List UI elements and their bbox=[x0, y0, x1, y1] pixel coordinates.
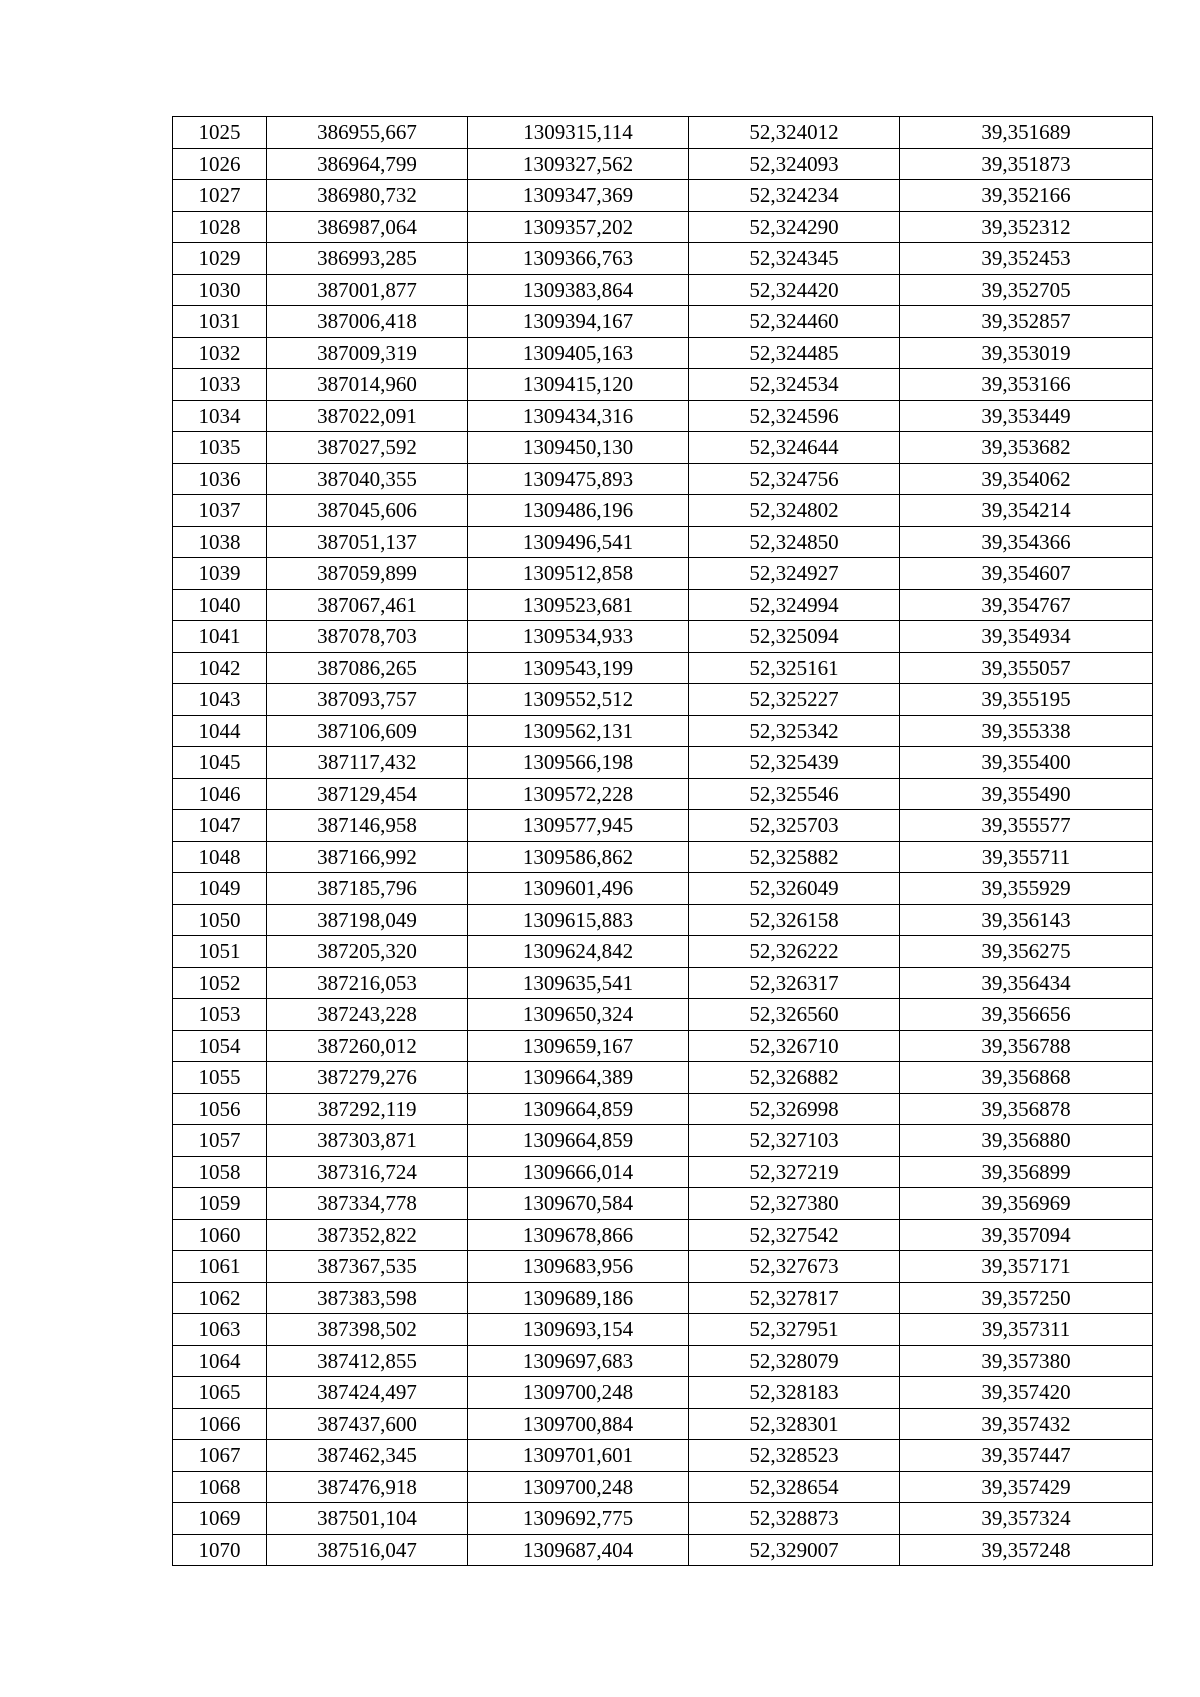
x-coordinate-cell: 386964,799 bbox=[267, 148, 468, 180]
latitude-cell: 52,324994 bbox=[689, 589, 900, 621]
table-row bbox=[173, 1408, 1153, 1440]
x-coordinate-cell: 387279,276 bbox=[267, 1062, 468, 1094]
y-coordinate-cell: 1309534,933 bbox=[468, 621, 689, 653]
x-coordinate-cell: 387009,319 bbox=[267, 337, 468, 369]
longitude-cell: 39,356143 bbox=[900, 904, 1153, 936]
table-row bbox=[173, 1314, 1153, 1346]
y-coordinate-cell: 1309327,562 bbox=[468, 148, 689, 180]
y-coordinate-cell: 1309586,862 bbox=[468, 841, 689, 873]
longitude-cell: 39,357094 bbox=[900, 1219, 1153, 1251]
y-coordinate-cell: 1309664,859 bbox=[468, 1125, 689, 1157]
longitude-cell: 39,353166 bbox=[900, 369, 1153, 401]
x-coordinate-cell: 387059,899 bbox=[267, 558, 468, 590]
table-row bbox=[173, 432, 1153, 464]
table-row bbox=[173, 1377, 1153, 1409]
longitude-cell: 39,352166 bbox=[900, 180, 1153, 212]
x-coordinate-cell: 387292,119 bbox=[267, 1093, 468, 1125]
longitude-cell: 39,354062 bbox=[900, 463, 1153, 495]
longitude-cell: 39,357380 bbox=[900, 1345, 1153, 1377]
x-coordinate-cell: 386993,285 bbox=[267, 243, 468, 275]
latitude-cell: 52,325161 bbox=[689, 652, 900, 684]
point-number-cell: 1052 bbox=[173, 967, 267, 999]
y-coordinate-cell: 1309635,541 bbox=[468, 967, 689, 999]
point-number-cell: 1055 bbox=[173, 1062, 267, 1094]
longitude-cell: 39,353682 bbox=[900, 432, 1153, 464]
table-row bbox=[173, 589, 1153, 621]
y-coordinate-cell: 1309357,202 bbox=[468, 211, 689, 243]
point-number-cell: 1059 bbox=[173, 1188, 267, 1220]
x-coordinate-cell: 387437,600 bbox=[267, 1408, 468, 1440]
point-number-cell: 1065 bbox=[173, 1377, 267, 1409]
latitude-cell: 52,328301 bbox=[689, 1408, 900, 1440]
y-coordinate-cell: 1309615,883 bbox=[468, 904, 689, 936]
longitude-cell: 39,356434 bbox=[900, 967, 1153, 999]
latitude-cell: 52,327380 bbox=[689, 1188, 900, 1220]
x-coordinate-cell: 386980,732 bbox=[267, 180, 468, 212]
y-coordinate-cell: 1309601,496 bbox=[468, 873, 689, 905]
longitude-cell: 39,356868 bbox=[900, 1062, 1153, 1094]
latitude-cell: 52,325094 bbox=[689, 621, 900, 653]
point-number-cell: 1027 bbox=[173, 180, 267, 212]
x-coordinate-cell: 387216,053 bbox=[267, 967, 468, 999]
table-row bbox=[173, 967, 1153, 999]
y-coordinate-cell: 1309678,866 bbox=[468, 1219, 689, 1251]
y-coordinate-cell: 1309450,130 bbox=[468, 432, 689, 464]
longitude-cell: 39,357171 bbox=[900, 1251, 1153, 1283]
x-coordinate-cell: 387001,877 bbox=[267, 274, 468, 306]
table-row bbox=[173, 1440, 1153, 1472]
longitude-cell: 39,355195 bbox=[900, 684, 1153, 716]
y-coordinate-cell: 1309523,681 bbox=[468, 589, 689, 621]
longitude-cell: 39,352453 bbox=[900, 243, 1153, 275]
point-number-cell: 1046 bbox=[173, 778, 267, 810]
table-row bbox=[173, 243, 1153, 275]
latitude-cell: 52,326998 bbox=[689, 1093, 900, 1125]
latitude-cell: 52,327817 bbox=[689, 1282, 900, 1314]
y-coordinate-cell: 1309475,893 bbox=[468, 463, 689, 495]
latitude-cell: 52,324644 bbox=[689, 432, 900, 464]
point-number-cell: 1058 bbox=[173, 1156, 267, 1188]
point-number-cell: 1029 bbox=[173, 243, 267, 275]
latitude-cell: 52,328079 bbox=[689, 1345, 900, 1377]
latitude-cell: 52,324850 bbox=[689, 526, 900, 558]
x-coordinate-cell: 387051,137 bbox=[267, 526, 468, 558]
table-row bbox=[173, 463, 1153, 495]
point-number-cell: 1031 bbox=[173, 306, 267, 338]
y-coordinate-cell: 1309689,186 bbox=[468, 1282, 689, 1314]
longitude-cell: 39,355929 bbox=[900, 873, 1153, 905]
y-coordinate-cell: 1309697,683 bbox=[468, 1345, 689, 1377]
point-number-cell: 1043 bbox=[173, 684, 267, 716]
y-coordinate-cell: 1309659,167 bbox=[468, 1030, 689, 1062]
y-coordinate-cell: 1309347,369 bbox=[468, 180, 689, 212]
point-number-cell: 1040 bbox=[173, 589, 267, 621]
longitude-cell: 39,353019 bbox=[900, 337, 1153, 369]
point-number-cell: 1056 bbox=[173, 1093, 267, 1125]
point-number-cell: 1051 bbox=[173, 936, 267, 968]
y-coordinate-cell: 1309687,404 bbox=[468, 1534, 689, 1566]
table-row bbox=[173, 652, 1153, 684]
table-row bbox=[173, 841, 1153, 873]
y-coordinate-cell: 1309700,884 bbox=[468, 1408, 689, 1440]
latitude-cell: 52,325546 bbox=[689, 778, 900, 810]
table-row bbox=[173, 1030, 1153, 1062]
x-coordinate-cell: 387316,724 bbox=[267, 1156, 468, 1188]
y-coordinate-cell: 1309552,512 bbox=[468, 684, 689, 716]
y-coordinate-cell: 1309512,858 bbox=[468, 558, 689, 590]
latitude-cell: 52,327673 bbox=[689, 1251, 900, 1283]
latitude-cell: 52,324596 bbox=[689, 400, 900, 432]
latitude-cell: 52,326710 bbox=[689, 1030, 900, 1062]
longitude-cell: 39,356275 bbox=[900, 936, 1153, 968]
y-coordinate-cell: 1309415,120 bbox=[468, 369, 689, 401]
table-row bbox=[173, 1219, 1153, 1251]
point-number-cell: 1068 bbox=[173, 1471, 267, 1503]
latitude-cell: 52,324012 bbox=[689, 117, 900, 149]
table-row bbox=[173, 1471, 1153, 1503]
x-coordinate-cell: 387260,012 bbox=[267, 1030, 468, 1062]
table-row bbox=[173, 1188, 1153, 1220]
y-coordinate-cell: 1309701,601 bbox=[468, 1440, 689, 1472]
y-coordinate-cell: 1309624,842 bbox=[468, 936, 689, 968]
y-coordinate-cell: 1309543,199 bbox=[468, 652, 689, 684]
latitude-cell: 52,324534 bbox=[689, 369, 900, 401]
y-coordinate-cell: 1309692,775 bbox=[468, 1503, 689, 1535]
longitude-cell: 39,357429 bbox=[900, 1471, 1153, 1503]
table-row bbox=[173, 1062, 1153, 1094]
x-coordinate-cell: 387501,104 bbox=[267, 1503, 468, 1535]
latitude-cell: 52,326560 bbox=[689, 999, 900, 1031]
latitude-cell: 52,324802 bbox=[689, 495, 900, 527]
longitude-cell: 39,352705 bbox=[900, 274, 1153, 306]
point-number-cell: 1047 bbox=[173, 810, 267, 842]
longitude-cell: 39,355490 bbox=[900, 778, 1153, 810]
point-number-cell: 1033 bbox=[173, 369, 267, 401]
point-number-cell: 1054 bbox=[173, 1030, 267, 1062]
table-row bbox=[173, 1093, 1153, 1125]
longitude-cell: 39,356788 bbox=[900, 1030, 1153, 1062]
point-number-cell: 1045 bbox=[173, 747, 267, 779]
longitude-cell: 39,354607 bbox=[900, 558, 1153, 590]
longitude-cell: 39,357447 bbox=[900, 1440, 1153, 1472]
x-coordinate-cell: 387424,497 bbox=[267, 1377, 468, 1409]
longitude-cell: 39,351873 bbox=[900, 148, 1153, 180]
latitude-cell: 52,327542 bbox=[689, 1219, 900, 1251]
point-number-cell: 1037 bbox=[173, 495, 267, 527]
table-row bbox=[173, 1251, 1153, 1283]
table-row bbox=[173, 715, 1153, 747]
x-coordinate-cell: 387367,535 bbox=[267, 1251, 468, 1283]
point-number-cell: 1025 bbox=[173, 117, 267, 149]
latitude-cell: 52,324420 bbox=[689, 274, 900, 306]
point-number-cell: 1049 bbox=[173, 873, 267, 905]
x-coordinate-cell: 387334,778 bbox=[267, 1188, 468, 1220]
longitude-cell: 39,354214 bbox=[900, 495, 1153, 527]
table-row bbox=[173, 274, 1153, 306]
latitude-cell: 52,324093 bbox=[689, 148, 900, 180]
y-coordinate-cell: 1309496,541 bbox=[468, 526, 689, 558]
y-coordinate-cell: 1309566,198 bbox=[468, 747, 689, 779]
latitude-cell: 52,326882 bbox=[689, 1062, 900, 1094]
longitude-cell: 39,357432 bbox=[900, 1408, 1153, 1440]
longitude-cell: 39,355711 bbox=[900, 841, 1153, 873]
x-coordinate-cell: 387027,592 bbox=[267, 432, 468, 464]
table-row bbox=[173, 778, 1153, 810]
y-coordinate-cell: 1309486,196 bbox=[468, 495, 689, 527]
latitude-cell: 52,324756 bbox=[689, 463, 900, 495]
y-coordinate-cell: 1309562,131 bbox=[468, 715, 689, 747]
y-coordinate-cell: 1309664,389 bbox=[468, 1062, 689, 1094]
longitude-cell: 39,356969 bbox=[900, 1188, 1153, 1220]
point-number-cell: 1034 bbox=[173, 400, 267, 432]
y-coordinate-cell: 1309670,584 bbox=[468, 1188, 689, 1220]
latitude-cell: 52,324927 bbox=[689, 558, 900, 590]
table-row bbox=[173, 747, 1153, 779]
y-coordinate-cell: 1309315,114 bbox=[468, 117, 689, 149]
point-number-cell: 1041 bbox=[173, 621, 267, 653]
longitude-cell: 39,351689 bbox=[900, 117, 1153, 149]
latitude-cell: 52,327103 bbox=[689, 1125, 900, 1157]
latitude-cell: 52,327219 bbox=[689, 1156, 900, 1188]
point-number-cell: 1042 bbox=[173, 652, 267, 684]
point-number-cell: 1044 bbox=[173, 715, 267, 747]
x-coordinate-cell: 387412,855 bbox=[267, 1345, 468, 1377]
longitude-cell: 39,356899 bbox=[900, 1156, 1153, 1188]
x-coordinate-cell: 387022,091 bbox=[267, 400, 468, 432]
y-coordinate-cell: 1309572,228 bbox=[468, 778, 689, 810]
x-coordinate-cell: 387166,992 bbox=[267, 841, 468, 873]
table-row bbox=[173, 369, 1153, 401]
x-coordinate-cell: 387185,796 bbox=[267, 873, 468, 905]
longitude-cell: 39,352312 bbox=[900, 211, 1153, 243]
longitude-cell: 39,355057 bbox=[900, 652, 1153, 684]
latitude-cell: 52,324345 bbox=[689, 243, 900, 275]
x-coordinate-cell: 387383,598 bbox=[267, 1282, 468, 1314]
table-row bbox=[173, 148, 1153, 180]
y-coordinate-cell: 1309683,956 bbox=[468, 1251, 689, 1283]
longitude-cell: 39,357420 bbox=[900, 1377, 1153, 1409]
latitude-cell: 52,324485 bbox=[689, 337, 900, 369]
longitude-cell: 39,352857 bbox=[900, 306, 1153, 338]
point-number-cell: 1038 bbox=[173, 526, 267, 558]
latitude-cell: 52,325227 bbox=[689, 684, 900, 716]
x-coordinate-cell: 387198,049 bbox=[267, 904, 468, 936]
point-number-cell: 1036 bbox=[173, 463, 267, 495]
point-number-cell: 1026 bbox=[173, 148, 267, 180]
longitude-cell: 39,356656 bbox=[900, 999, 1153, 1031]
latitude-cell: 52,325703 bbox=[689, 810, 900, 842]
y-coordinate-cell: 1309700,248 bbox=[468, 1471, 689, 1503]
longitude-cell: 39,354366 bbox=[900, 526, 1153, 558]
latitude-cell: 52,328523 bbox=[689, 1440, 900, 1472]
longitude-cell: 39,353449 bbox=[900, 400, 1153, 432]
y-coordinate-cell: 1309366,763 bbox=[468, 243, 689, 275]
y-coordinate-cell: 1309700,248 bbox=[468, 1377, 689, 1409]
longitude-cell: 39,357311 bbox=[900, 1314, 1153, 1346]
x-coordinate-cell: 387398,502 bbox=[267, 1314, 468, 1346]
x-coordinate-cell: 387243,228 bbox=[267, 999, 468, 1031]
x-coordinate-cell: 387516,047 bbox=[267, 1534, 468, 1566]
y-coordinate-cell: 1309405,163 bbox=[468, 337, 689, 369]
latitude-cell: 52,324290 bbox=[689, 211, 900, 243]
point-number-cell: 1030 bbox=[173, 274, 267, 306]
y-coordinate-cell: 1309650,324 bbox=[468, 999, 689, 1031]
latitude-cell: 52,325882 bbox=[689, 841, 900, 873]
table-row bbox=[173, 999, 1153, 1031]
longitude-cell: 39,355577 bbox=[900, 810, 1153, 842]
point-number-cell: 1050 bbox=[173, 904, 267, 936]
x-coordinate-cell: 386987,064 bbox=[267, 211, 468, 243]
x-coordinate-cell: 387093,757 bbox=[267, 684, 468, 716]
point-number-cell: 1057 bbox=[173, 1125, 267, 1157]
table-body bbox=[173, 117, 1153, 1566]
y-coordinate-cell: 1309577,945 bbox=[468, 810, 689, 842]
table-row bbox=[173, 526, 1153, 558]
table-row bbox=[173, 1125, 1153, 1157]
x-coordinate-cell: 387078,703 bbox=[267, 621, 468, 653]
table-row bbox=[173, 180, 1153, 212]
table-row bbox=[173, 936, 1153, 968]
x-coordinate-cell: 387303,871 bbox=[267, 1125, 468, 1157]
table-row bbox=[173, 621, 1153, 653]
latitude-cell: 52,326317 bbox=[689, 967, 900, 999]
y-coordinate-cell: 1309666,014 bbox=[468, 1156, 689, 1188]
y-coordinate-cell: 1309394,167 bbox=[468, 306, 689, 338]
point-number-cell: 1063 bbox=[173, 1314, 267, 1346]
table-row bbox=[173, 684, 1153, 716]
table-row bbox=[173, 1156, 1153, 1188]
point-number-cell: 1060 bbox=[173, 1219, 267, 1251]
table-row bbox=[173, 211, 1153, 243]
latitude-cell: 52,328183 bbox=[689, 1377, 900, 1409]
x-coordinate-cell: 387106,609 bbox=[267, 715, 468, 747]
table-row bbox=[173, 1534, 1153, 1566]
latitude-cell: 52,329007 bbox=[689, 1534, 900, 1566]
longitude-cell: 39,357248 bbox=[900, 1534, 1153, 1566]
latitude-cell: 52,325439 bbox=[689, 747, 900, 779]
longitude-cell: 39,355338 bbox=[900, 715, 1153, 747]
point-number-cell: 1053 bbox=[173, 999, 267, 1031]
latitude-cell: 52,327951 bbox=[689, 1314, 900, 1346]
x-coordinate-cell: 387086,265 bbox=[267, 652, 468, 684]
table-row bbox=[173, 1282, 1153, 1314]
table-row bbox=[173, 306, 1153, 338]
point-number-cell: 1067 bbox=[173, 1440, 267, 1472]
latitude-cell: 52,328873 bbox=[689, 1503, 900, 1535]
point-number-cell: 1070 bbox=[173, 1534, 267, 1566]
longitude-cell: 39,356878 bbox=[900, 1093, 1153, 1125]
x-coordinate-cell: 386955,667 bbox=[267, 117, 468, 149]
table-row bbox=[173, 400, 1153, 432]
table-row bbox=[173, 810, 1153, 842]
table-row bbox=[173, 558, 1153, 590]
x-coordinate-cell: 387205,320 bbox=[267, 936, 468, 968]
x-coordinate-cell: 387045,606 bbox=[267, 495, 468, 527]
x-coordinate-cell: 387040,355 bbox=[267, 463, 468, 495]
y-coordinate-cell: 1309434,316 bbox=[468, 400, 689, 432]
point-number-cell: 1039 bbox=[173, 558, 267, 590]
point-number-cell: 1061 bbox=[173, 1251, 267, 1283]
point-number-cell: 1064 bbox=[173, 1345, 267, 1377]
x-coordinate-cell: 387462,345 bbox=[267, 1440, 468, 1472]
y-coordinate-cell: 1309664,859 bbox=[468, 1093, 689, 1125]
latitude-cell: 52,328654 bbox=[689, 1471, 900, 1503]
x-coordinate-cell: 387129,454 bbox=[267, 778, 468, 810]
longitude-cell: 39,357324 bbox=[900, 1503, 1153, 1535]
latitude-cell: 52,325342 bbox=[689, 715, 900, 747]
table-row bbox=[173, 117, 1153, 149]
x-coordinate-cell: 387476,918 bbox=[267, 1471, 468, 1503]
y-coordinate-cell: 1309383,864 bbox=[468, 274, 689, 306]
latitude-cell: 52,324460 bbox=[689, 306, 900, 338]
table-row bbox=[173, 904, 1153, 936]
table-row bbox=[173, 873, 1153, 905]
coordinates-table bbox=[172, 116, 1153, 1566]
point-number-cell: 1035 bbox=[173, 432, 267, 464]
longitude-cell: 39,354767 bbox=[900, 589, 1153, 621]
table-row bbox=[173, 337, 1153, 369]
x-coordinate-cell: 387352,822 bbox=[267, 1219, 468, 1251]
latitude-cell: 52,324234 bbox=[689, 180, 900, 212]
longitude-cell: 39,354934 bbox=[900, 621, 1153, 653]
point-number-cell: 1032 bbox=[173, 337, 267, 369]
x-coordinate-cell: 387117,432 bbox=[267, 747, 468, 779]
x-coordinate-cell: 387067,461 bbox=[267, 589, 468, 621]
longitude-cell: 39,357250 bbox=[900, 1282, 1153, 1314]
latitude-cell: 52,326158 bbox=[689, 904, 900, 936]
x-coordinate-cell: 387146,958 bbox=[267, 810, 468, 842]
point-number-cell: 1062 bbox=[173, 1282, 267, 1314]
y-coordinate-cell: 1309693,154 bbox=[468, 1314, 689, 1346]
point-number-cell: 1069 bbox=[173, 1503, 267, 1535]
longitude-cell: 39,356880 bbox=[900, 1125, 1153, 1157]
latitude-cell: 52,326222 bbox=[689, 936, 900, 968]
x-coordinate-cell: 387014,960 bbox=[267, 369, 468, 401]
x-coordinate-cell: 387006,418 bbox=[267, 306, 468, 338]
longitude-cell: 39,355400 bbox=[900, 747, 1153, 779]
latitude-cell: 52,326049 bbox=[689, 873, 900, 905]
table-row bbox=[173, 1503, 1153, 1535]
point-number-cell: 1048 bbox=[173, 841, 267, 873]
point-number-cell: 1028 bbox=[173, 211, 267, 243]
table-row bbox=[173, 1345, 1153, 1377]
table-row bbox=[173, 495, 1153, 527]
point-number-cell: 1066 bbox=[173, 1408, 267, 1440]
